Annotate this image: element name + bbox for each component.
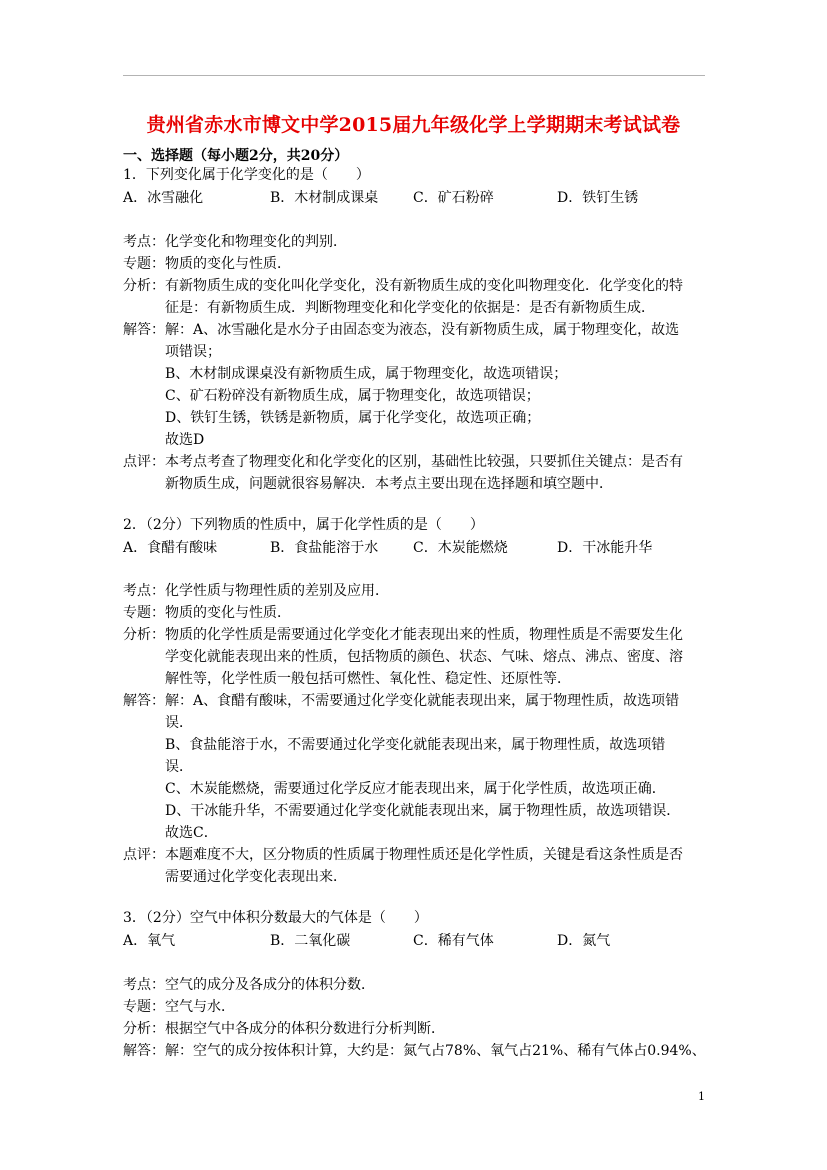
q1-jieda-line: 项错误； [165, 344, 221, 360]
q1-jieda-line: 解：A、冰雪融化是水分子由固态变为液态，没有新物质生成，属于物理变化，故选 [165, 322, 680, 338]
q3-jieda-line: 解：空气的成分按体积计算，大约是：氮气占78%、氧气占21%、稀有气体占0.94%、 [165, 1043, 706, 1059]
q1-dianping-line: 本考点考查了物理变化和化学变化的区别，基础性比较强，只要抓住关键点：是否有 [165, 454, 683, 470]
q1-kaodian: 化学变化和物理变化的判别． [165, 234, 347, 250]
q1-dianping-line: 新物质生成，问题就很容易解决．本考点主要出现在选择题和填空题中． [165, 476, 613, 492]
q1-fenxi-line: 有新物质生成的变化叫化学变化，没有新物质生成的变化叫物理变化．化学变化的特 [165, 278, 683, 294]
q1-fenxi-label: 分析： [123, 278, 165, 294]
q1-jieda-line: C、矿石粉碎没有新物质生成，属于物理变化，故选项错误； [165, 388, 540, 404]
header-rule [123, 75, 705, 76]
q1-zhuanti-label: 专题： [123, 256, 165, 272]
q2-zhuanti: 物质的变化与性质． [165, 605, 291, 621]
q2-zhuanti-label: 专题： [123, 605, 165, 621]
q3-kaodian-label: 考点： [123, 977, 165, 993]
q3-jieda-label: 解答： [123, 1043, 165, 1059]
page-title: 贵州省赤水市博文中学2015届九年级化学上学期期末考试试卷 [146, 114, 681, 136]
q1-option-a: A．冰雪融化 [123, 190, 204, 206]
q1-zhuanti: 物质的变化与性质． [165, 256, 291, 272]
q2-fenxi-line: 解性等，化学性质一般包括可燃性、氧化性、稳定性、还原性等． [165, 671, 571, 687]
q1-jieda-line: 故选D [165, 432, 205, 448]
q2-dianping-line: 需要通过化学变化表现出来． [165, 869, 347, 885]
q2-option-a: A．食醋有酸味 [123, 540, 218, 556]
q3-option-a: A．氧气 [123, 933, 176, 949]
q1-jieda-label: 解答： [123, 322, 165, 338]
q2-option-d: D．干冰能升华 [557, 540, 653, 556]
q3-fenxi: 根据空气中各成分的体积分数进行分析判断． [165, 1021, 445, 1037]
q3-option-c: C．稀有气体 [413, 933, 494, 949]
q2-jieda-line: 误． [165, 715, 193, 731]
q2-dianping-label: 点评： [123, 847, 165, 863]
q1-option-d: D．铁钉生锈 [557, 190, 639, 206]
q2-option-b: B．食盐能溶于水 [270, 540, 379, 556]
q2-fenxi-line: 学变化就能表现出来的性质，包括物质的颜色、状态、气味、熔点、沸点、密度、溶 [165, 649, 683, 665]
q2-jieda-line: D、干冰能升华，不需要通过化学变化就能表现出来，属于物理性质，故选项错误． [165, 803, 681, 819]
q2-kaodian-label: 考点： [123, 583, 165, 599]
q3-zhuanti-label: 专题： [123, 999, 165, 1015]
q2-kaodian: 化学性质与物理性质的差别及应用． [165, 583, 389, 599]
q3-zhuanti: 空气与水． [165, 999, 235, 1015]
q2-jieda-line: C、木炭能燃烧，需要通过化学反应才能表现出来，属于化学性质，故选项正确． [165, 781, 666, 797]
q1-kaodian-label: 考点： [123, 234, 165, 250]
q1-fenxi-line: 征是：有新物质生成．判断物理变化和化学变化的依据是：是否有新物质生成． [165, 300, 655, 316]
q2-jieda-line: 误． [165, 759, 193, 775]
q1-option-b: B．木材制成课桌 [270, 190, 379, 206]
q1-jieda-line: D、铁钉生锈，铁锈是新物质，属于化学变化，故选项正确； [165, 410, 541, 426]
page-number: 1 [698, 1090, 705, 1103]
q3-kaodian: 空气的成分及各成分的体积分数． [165, 977, 375, 993]
q1-option-c: C．矿石粉碎 [413, 190, 494, 206]
q2-dianping-line: 本题难度不大，区分物质的性质属于物理性质还是化学性质，关键是看这条性质是否 [165, 847, 683, 863]
q2-jieda-label: 解答： [123, 693, 165, 709]
q3-stem: 3．（2分）空气中体积分数最大的气体是（ ） [123, 910, 428, 926]
q2-jieda-line: 故选C． [165, 825, 218, 841]
q1-stem: 1．下列变化属于化学变化的是（ ） [123, 167, 370, 183]
q3-option-b: B．二氧化碳 [270, 933, 351, 949]
q2-stem: 2．（2分）下列物质的性质中，属于化学性质的是（ ） [123, 517, 484, 533]
q2-option-c: C．木炭能燃烧 [413, 540, 508, 556]
q2-fenxi-line: 物质的化学性质是需要通过化学变化才能表现出来的性质，物理性质是不需要发生化 [165, 627, 683, 643]
q1-jieda-line: B、木材制成课桌没有新物质生成，属于物理变化，故选项错误； [165, 366, 568, 382]
q3-option-d: D．氮气 [557, 933, 611, 949]
q1-dianping-label: 点评： [123, 454, 165, 470]
q2-jieda-line: 解：A、食醋有酸味，不需要通过化学变化就能表现出来，属于物理性质，故选项错 [165, 693, 680, 709]
q2-jieda-line: B、食盐能溶于水，不需要通过化学变化就能表现出来，属于物理性质，故选项错 [165, 737, 666, 753]
q3-fenxi-label: 分析： [123, 1021, 165, 1037]
section-heading: 一、选择题（每小题2分，共20分） [123, 148, 349, 164]
q2-fenxi-label: 分析： [123, 627, 165, 643]
